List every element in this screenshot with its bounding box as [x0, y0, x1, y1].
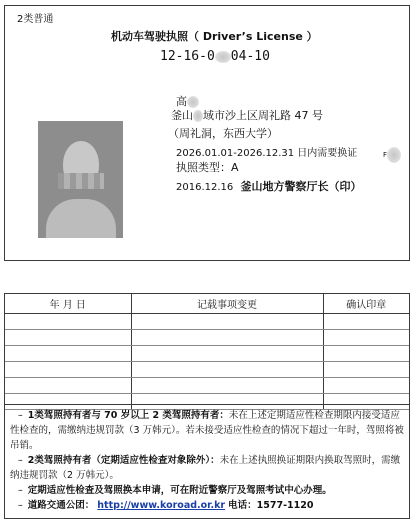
- redaction-blur: [215, 51, 231, 63]
- header-date: 年 月 日: [5, 294, 131, 314]
- issue-info: [176, 178, 361, 194]
- license-title: 机动车驾驶执照（ Driver’s License ）: [111, 30, 318, 43]
- holder-photo: [38, 121, 123, 238]
- license-front: [4, 5, 410, 261]
- table-row: [5, 346, 409, 362]
- note-item: – 定期适应性检查及驾照换本申请，可在附近警察厅及驾照考试中心办理。: [18, 485, 332, 496]
- contact-label: 道路交通公团：: [27, 500, 95, 511]
- koroad-link[interactable]: http://www.koroad.or.kr: [97, 500, 226, 511]
- side-code: F: [383, 147, 401, 163]
- license-type: 执照类型：A: [176, 161, 239, 174]
- holder-name: 高: [176, 93, 199, 109]
- redaction-blur: [193, 110, 203, 122]
- photo-body-shape: [46, 199, 116, 238]
- license-back: [4, 293, 410, 519]
- contact-line: – 道路交通公团： http://www.koroad.or.kr 电话：1577-1120: [18, 500, 314, 511]
- phone-label: 电话：: [228, 500, 257, 511]
- table-row: [5, 314, 409, 330]
- note-item: – 2类驾照持有者（定期适应性检查对象除外）：未在上述执照换证期限内换取驾照时，需缴纳违规罚款（2 万韩元）。: [10, 455, 401, 481]
- issue-date: 2016.12.16: [176, 182, 234, 193]
- header-changes: 记载事项变更: [131, 294, 323, 314]
- note-item: – 1类驾照持有者与 70 岁以上 2 类驾照持有者：未在上述定期适应性检查期限内接受适应性检查的，需缴纳违规罚款（3 万韩元）。若未接受适应性检查的情况下超过一年时，驾照将被吊销。: [10, 410, 404, 451]
- notes-section: [5, 404, 409, 513]
- license-class-label: 2类普通: [17, 14, 54, 25]
- issuer: 釜山地方警察厅长（印）: [240, 180, 362, 193]
- license-number-suffix: 04-10: [230, 49, 270, 64]
- license-number-prefix: 12-16-0: [160, 49, 215, 64]
- table-row: [5, 362, 409, 378]
- license-number: [160, 49, 270, 64]
- table-header-row: [5, 294, 409, 314]
- address-line-1: 釜山 域市沙上区周礼路 47 号: [171, 109, 323, 122]
- address-line-2: （周礼洞，东西大学）: [168, 127, 278, 140]
- phone-number: 1577-1120: [256, 500, 314, 511]
- photo-mosaic: [58, 173, 104, 189]
- table-row: [5, 330, 409, 346]
- validity-period: 2026.01.01-2026.12.31 日内需要换证: [176, 148, 358, 159]
- redaction-blur: [387, 147, 401, 163]
- table-row: [5, 378, 409, 394]
- change-record-table: [5, 294, 409, 410]
- header-seal: 确认印章: [323, 294, 409, 314]
